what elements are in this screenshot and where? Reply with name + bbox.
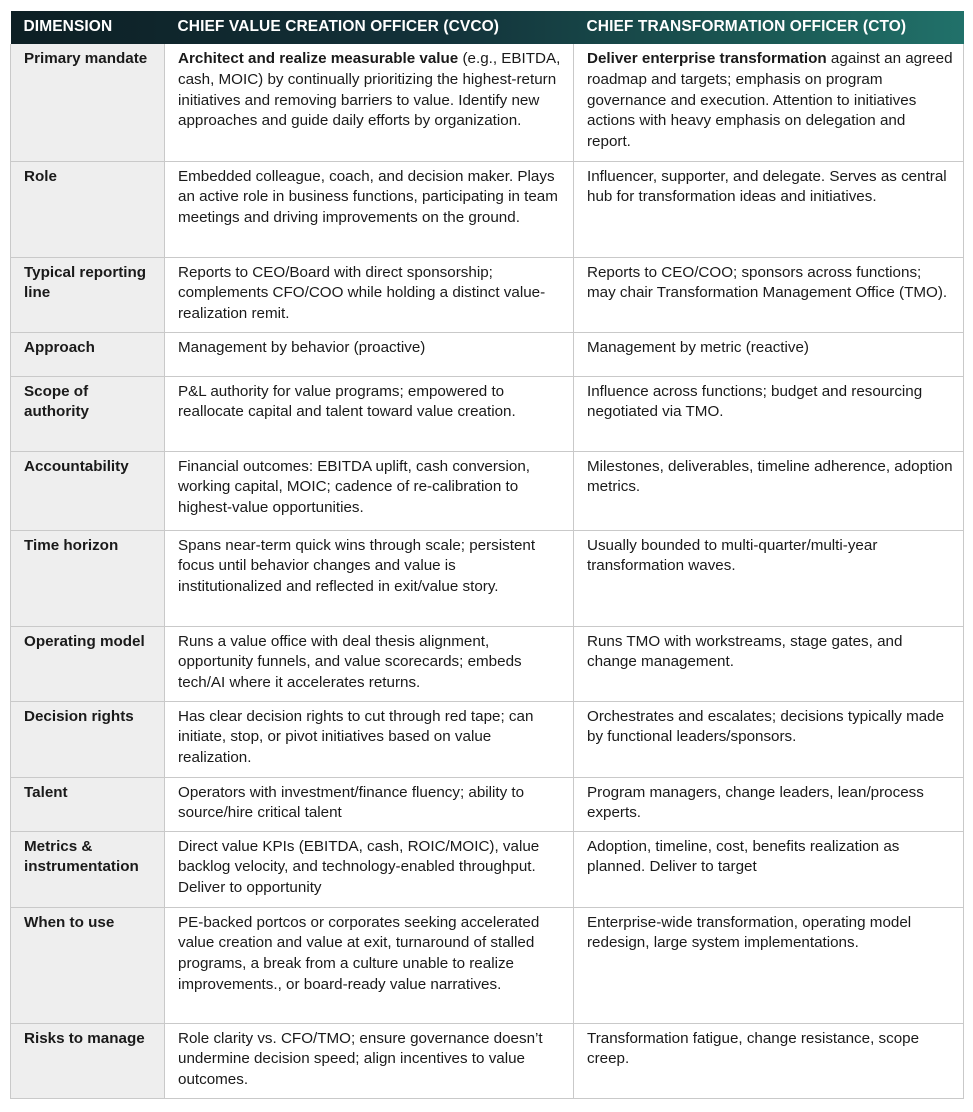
cto-cell: Milestones, deliverables, timeline adherence, adoption metrics.: [574, 451, 964, 530]
cvco-cell: [165, 44, 574, 161]
cvco-cell: P&L authority for value programs; empowered to reallocate capital and talent toward value creation.: [165, 376, 574, 451]
dimension-cell: Primary mandate: [11, 44, 165, 161]
cto-cell: Influence across functions; budget and resourcing negotiated via TMO.: [574, 376, 964, 451]
table-row: [11, 376, 964, 451]
cvco-cell: Runs a value office with deal thesis alignment, opportunity funnels, and value scorecards; embeds tech/AI where it accelerates returns.: [165, 626, 574, 701]
table-body: [11, 44, 964, 1098]
cto-cell: Transformation fatigue, change resistance, scope creep.: [574, 1023, 964, 1098]
dimension-cell: Accountability: [11, 451, 165, 530]
table-row: [11, 451, 964, 530]
comparison-table-container: [10, 11, 963, 1099]
cvco-cell: Management by behavior (proactive): [165, 332, 574, 376]
cvco-cell: Direct value KPIs (EBITDA, cash, ROIC/MOIC), value backlog velocity, and technology-enabled throughput. Deliver to opportunity: [165, 831, 574, 907]
cvco-emphasis: Architect and realize measurable value: [178, 50, 459, 67]
cvco-cell: Reports to CEO/Board with direct sponsorship; complements CFO/COO while holding a distinct value-realization remit.: [165, 257, 574, 332]
comparison-table: [10, 11, 964, 1099]
cto-cell: Orchestrates and escalates; decisions typically made by functional leaders/sponsors.: [574, 701, 964, 777]
dimension-cell: When to use: [11, 907, 165, 1023]
table-row: [11, 332, 964, 376]
header-cto: CHIEF TRANSFORMATION OFFICER (CTO): [586, 18, 907, 36]
cto-cell: Usually bounded to multi-quarter/multi-year transformation waves.: [574, 530, 964, 626]
cvco-cell: Role clarity vs. CFO/TMO; ensure governance doesn’t undermine decision speed; align incentives to value outcomes.: [165, 1023, 574, 1098]
cto-emphasis: Deliver enterprise transformation: [587, 50, 827, 67]
cto-cell: Program managers, change leaders, lean/process experts.: [574, 777, 964, 831]
table-row: [11, 626, 964, 701]
dimension-cell: Role: [11, 161, 165, 257]
table-row: [11, 831, 964, 907]
cto-cell: [574, 44, 964, 161]
table-row: [11, 161, 964, 257]
table-row: [11, 777, 964, 831]
dimension-cell: Decision rights: [11, 701, 165, 777]
table-row: [11, 44, 964, 161]
cvco-cell: Financial outcomes: EBITDA uplift, cash conversion, working capital, MOIC; cadence of re-calibration to highest-value opportunities.: [165, 451, 574, 530]
table-header: [11, 11, 964, 44]
dimension-cell: Time horizon: [11, 530, 165, 626]
cvco-cell: Spans near-term quick wins through scale; persistent focus until behavior changes and value is institutionalized and reflected in exit/value story.: [165, 530, 574, 626]
dimension-cell: Metrics & instrumentation: [11, 831, 165, 907]
dimension-cell: Typical reporting line: [11, 257, 165, 332]
cto-cell: Influencer, supporter, and delegate. Serves as central hub for transformation ideas and initiatives.: [574, 161, 964, 257]
dimension-cell: Approach: [11, 332, 165, 376]
dimension-cell: Risks to manage: [11, 1023, 165, 1098]
cto-cell: Management by metric (reactive): [574, 332, 964, 376]
cvco-cell: Has clear decision rights to cut through red tape; can initiate, stop, or pivot initiatives based on value realization.: [165, 701, 574, 777]
table-row: [11, 530, 964, 626]
table-row: [11, 701, 964, 777]
cto-cell: Runs TMO with workstreams, stage gates, and change management.: [574, 626, 964, 701]
cto-cell: Adoption, timeline, cost, benefits realization as planned. Deliver to target: [574, 831, 964, 907]
header-row: [11, 11, 964, 44]
dimension-cell: Talent: [11, 777, 165, 831]
cto-cell: Reports to CEO/COO; sponsors across functions; may chair Transformation Management Office (TMO).: [574, 257, 964, 332]
header-cvco: CHIEF VALUE CREATION OFFICER (CVCO): [177, 18, 500, 36]
cto-cell: Enterprise-wide transformation, operating model redesign, large system implementations.: [574, 907, 964, 1023]
cvco-text: (e.g., EBITDA, cash, MOIC) by continually prioritizing the highest-return initiatives and removing barriers to value. Identify new approaches and guide daily efforts by organization.: [178, 50, 561, 130]
header-dimension: DIMENSION: [23, 18, 113, 36]
cvco-cell: PE-backed portcos or corporates seeking accelerated value creation and value at exit, turnaround of stalled programs, a break from a culture unable to realize improvements., or board-ready value narratives.: [165, 907, 574, 1023]
table-row: [11, 257, 964, 332]
dimension-cell: Operating model: [11, 626, 165, 701]
cvco-cell: Embedded colleague, coach, and decision maker. Plays an active role in business functions, participating in team meetings and driving improvements on the ground.: [165, 161, 574, 257]
table-row: [11, 907, 964, 1023]
cto-text: against an agreed roadmap and targets; emphasis on program governance and execution. Attention to initiatives actions with heavy emphasis on delegation and report.: [587, 50, 953, 151]
dimension-cell: Scope of authority: [11, 376, 165, 451]
table-row: [11, 1023, 964, 1098]
cvco-cell: Operators with investment/finance fluency; ability to source/hire critical talent: [165, 777, 574, 831]
